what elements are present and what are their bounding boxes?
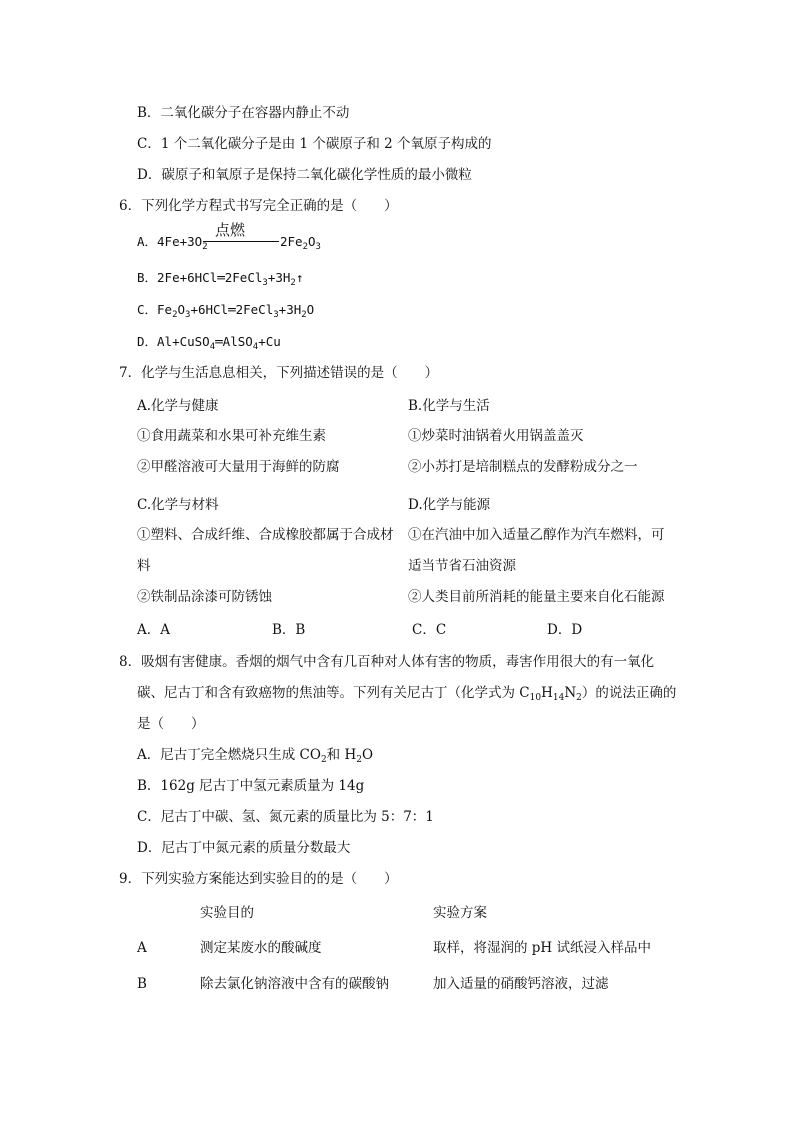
q9-row-goal: 测定某废水的酸碱度 bbox=[200, 940, 322, 956]
subscript: 3 bbox=[315, 242, 321, 252]
q7-d-title: D.化学与能源 bbox=[408, 497, 491, 513]
q7-c-item-1a: ①塑料、合成纤维、合成橡胶都属于合成材 bbox=[137, 527, 394, 543]
q7-choice-d: D．D bbox=[547, 622, 583, 638]
q7-b-item-2: ②小苏打是培制糕点的发酵粉成分之一 bbox=[408, 459, 638, 475]
q6-stem: 6．下列化学方程式书写完全正确的是（ ） bbox=[119, 198, 398, 214]
q6-option-a: A．$4Fe+3O_2$ 点燃 $2Fe_2O_3$ bbox=[137, 221, 321, 252]
q8-option-a: A．尼古丁完全燃烧只生成 $CO_2$和 $H_2O$ bbox=[137, 747, 374, 765]
q6-option-d: D．Al+CuSO$_4$═AlSO$_4$+Cu bbox=[137, 334, 281, 352]
q7-choice-c: C．C bbox=[412, 622, 447, 638]
q6-option-b: B．$2Fe+6HCl═2FeCl_3+3H_2↑$ bbox=[137, 270, 304, 288]
q7-a-item-1: ①食用蔬菜和水果可补充维生素 bbox=[137, 428, 326, 444]
q6-option-c: C．$Fe_2O_3+6HCl═2FeCl_3+3H_2O$ bbox=[137, 302, 315, 320]
q7-b-title: B.化学与生活 bbox=[408, 398, 490, 414]
q7-a-item-2: ②甲醛溶液可大量用于海鲜的防腐 bbox=[137, 459, 340, 475]
q9-row-plan: 取样，将湿润的 pH 试纸浸入样品中 bbox=[433, 940, 651, 956]
subscript: 2 bbox=[302, 242, 308, 252]
q8-option-c: C．尼古丁中碳、氢、氮元素的质量比为 5：7：1 bbox=[137, 809, 434, 825]
q7-d-item-1a: ①在汽油中加入适量乙醇作为汽车燃料，可 bbox=[408, 527, 665, 543]
q7-stem: 7．化学与生活息息相关，下列描述错误的是（ ） bbox=[119, 365, 439, 381]
up-arrow-icon: ↑ bbox=[295, 270, 304, 285]
q7-c-item-1b: 料 bbox=[137, 558, 151, 574]
q7-c-item-2: ②铁制品涂漆可防锈蚀 bbox=[137, 589, 272, 605]
q9-header-goal: 实验目的 bbox=[200, 905, 254, 921]
q7-d-item-1b: 适当节省石油资源 bbox=[408, 558, 516, 574]
q7-a-title: A.化学与健康 bbox=[137, 398, 219, 414]
q6-a-left: A．4Fe+3O bbox=[137, 234, 203, 249]
q6-a-condition: 点燃 bbox=[215, 221, 246, 239]
q8-option-d: D．尼古丁中氮元素的质量分数最大 bbox=[137, 840, 351, 856]
q8-stem-line-1: 8．吸烟有害健康。香烟的烟气中含有几百种对人体有害的物质，毒害作用很大的有一氧化 bbox=[119, 654, 655, 670]
q6-a-right: 2Fe bbox=[280, 234, 303, 249]
reaction-arrow-bar bbox=[203, 241, 279, 242]
subscript: 2 bbox=[202, 242, 208, 252]
q9-stem: 9．下列实验方案能达到实验目的的是（ ） bbox=[119, 871, 398, 887]
q7-choice-a: A．A bbox=[137, 622, 170, 638]
q7-choice-b: B．B bbox=[272, 622, 306, 638]
q8-option-b: B．162g 尼古丁中氢元素质量为 14g bbox=[137, 778, 365, 794]
q7-b-item-1: ①炒菜时油锅着火用锅盖盖灭 bbox=[408, 428, 584, 444]
q7-d-item-2: ②人类目前所消耗的能量主要来自化石能源 bbox=[408, 589, 665, 605]
q5-option-b: B．二氧化碳分子在容器内静止不动 bbox=[137, 105, 350, 121]
q9-header-plan: 实验方案 bbox=[433, 905, 487, 921]
q7-c-title: C.化学与材料 bbox=[137, 497, 219, 513]
q5-option-c: C．1 个二氧化碳分子是由 1 个碳原子和 2 个氧原子构成的 bbox=[137, 136, 492, 152]
q8-stem-line-2: 碳、尼古丁和含有致癌物的焦油等。下列有关尼古丁（化学式为 $C_{10}H_{14}N_2$）的说法正确的 bbox=[137, 685, 677, 703]
q9-row-plan: 加入适量的硝酸钙溶液，过滤 bbox=[433, 976, 609, 992]
q9-row-goal: 除去氯化钠溶液中含有的碳酸钠 bbox=[200, 976, 389, 992]
q8-stem-line-3: 是（ ） bbox=[137, 716, 205, 732]
q9-row-label: A bbox=[137, 940, 147, 956]
q9-row-label: B bbox=[137, 976, 147, 992]
q5-option-d: D．碳原子和氧原子是保持二氧化碳化学性质的最小微粒 bbox=[137, 167, 472, 183]
